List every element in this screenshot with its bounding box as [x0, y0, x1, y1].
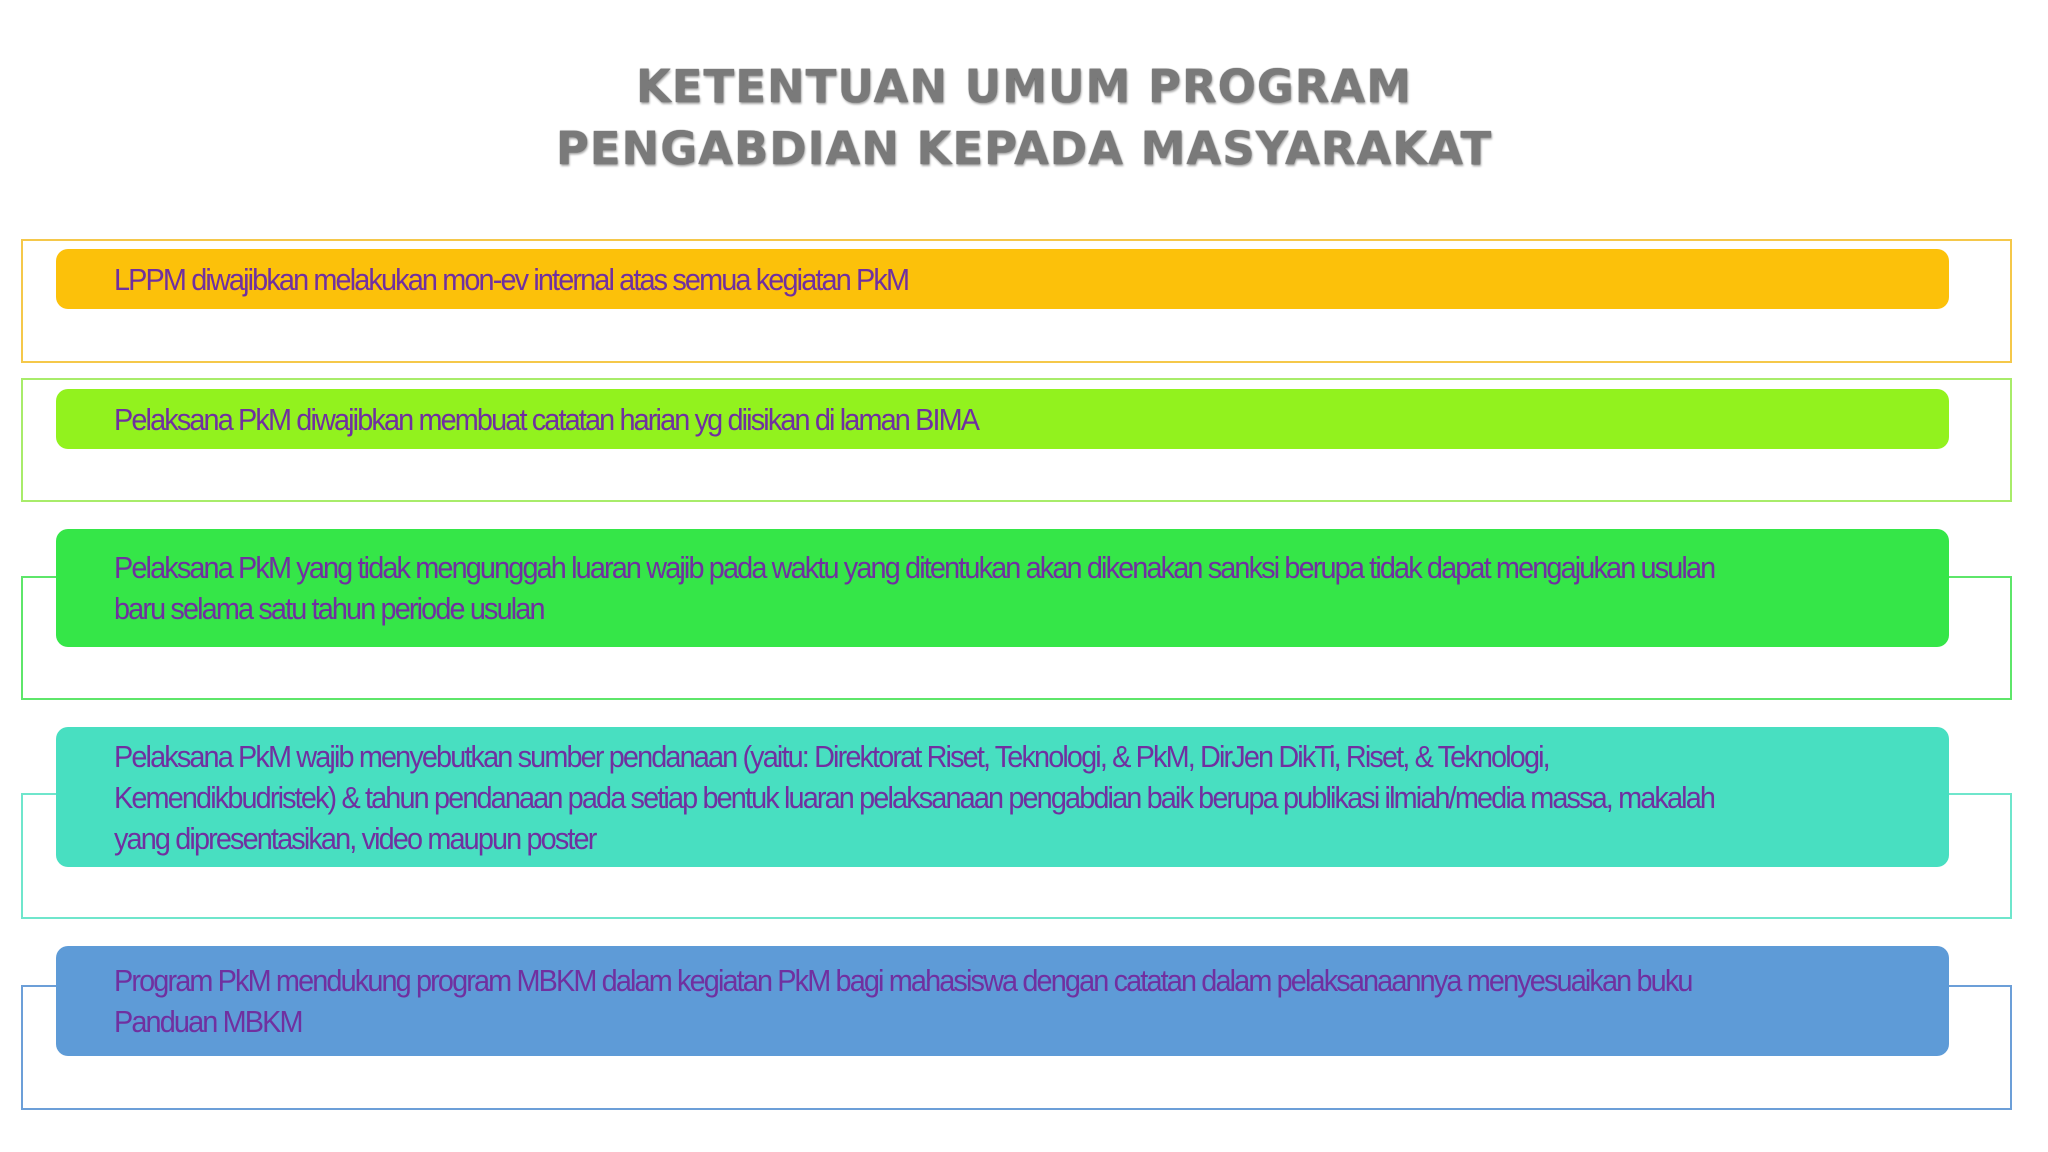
list-item-4-bar: [56, 727, 1949, 867]
list-item-4-text: Pelaksana PkM wajib menyebutkan sumber pendanaan (yaitu: Direktorat Riset, Teknologi, & PkM, DirJen DikTi, Riset, & Teknologi, Kemendikbudristek) & tahun pendanaan pada setiap bentuk luaran pelaksanaan pengabdian baik berupa publikasi ilmiah/media massa, makalah yang dipresentasikan, video maupun poster: [114, 738, 1715, 856]
slide-title: [0, 56, 2048, 180]
list-item-3-bar: [56, 529, 1949, 647]
list-item-5-bar: [56, 946, 1949, 1056]
list-item-1-text: LPPM diwajibkan melakukan mon-ev internal atas semua kegiatan PkM: [114, 261, 909, 297]
slide-title-line-2: PENGABDIAN KEPADA MASYARAKAT: [555, 122, 1493, 175]
list-item-3-text: Pelaksana PkM yang tidak mengunggah luaran wajib pada waktu yang ditentukan akan dikenakan sanksi berupa tidak dapat mengajukan usulan baru selama satu tahun periode usulan: [114, 550, 1715, 626]
list-item-1-bar: [56, 249, 1949, 309]
list-item-5-text: Program PkM mendukung program MBKM dalam kegiatan PkM bagi mahasiswa dengan catatan dalam pelaksanaannya menyesuaikan buku Panduan MBKM: [114, 963, 1692, 1039]
list-item-2-bar: [56, 389, 1949, 449]
slide-title-line-1: KETENTUAN UMUM PROGRAM: [635, 60, 1413, 113]
list-item-2-text: Pelaksana PkM diwajibkan membuat catatan harian yg diisikan di laman BIMA: [114, 401, 979, 437]
